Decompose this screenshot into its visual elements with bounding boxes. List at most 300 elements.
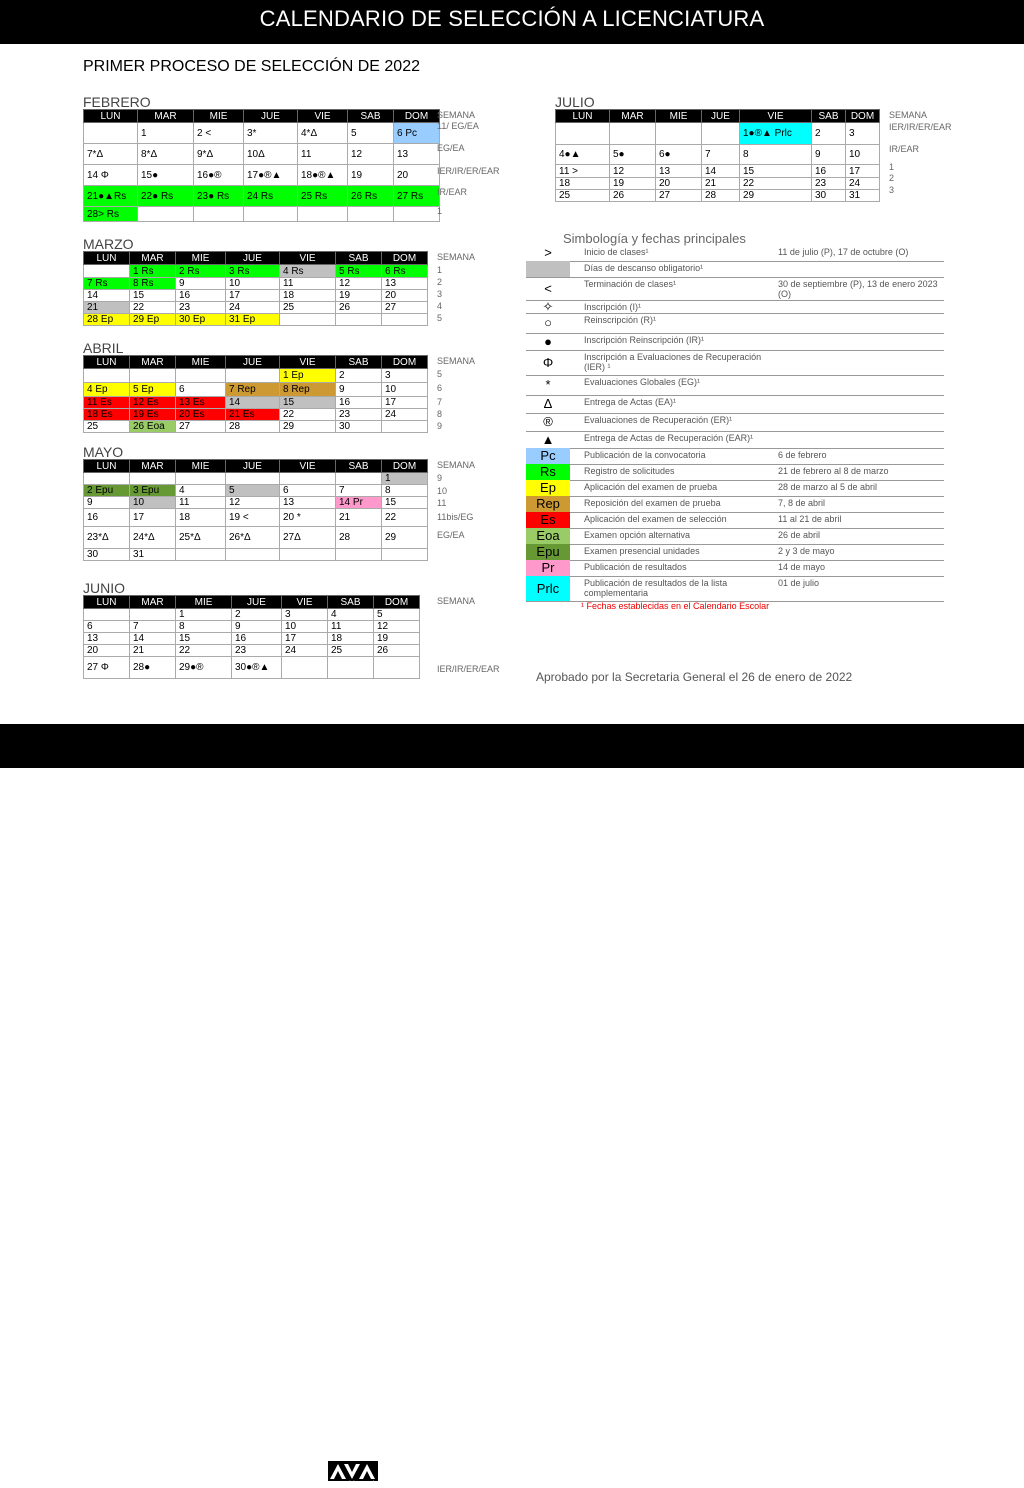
day-header: MIE <box>176 460 226 473</box>
day-cell: 16●® <box>194 165 244 186</box>
semana-label: SEMANA <box>437 356 476 366</box>
day-cell: 2 Rs <box>176 265 226 278</box>
footer-bar <box>0 724 1024 1488</box>
day-cell: 22● Rs <box>138 186 194 207</box>
legend-symbol: ○ <box>544 315 552 330</box>
day-cell: 4 <box>176 485 226 497</box>
semana-value: 1 <box>437 265 443 275</box>
day-cell <box>84 473 130 485</box>
day-cell: 16 <box>336 397 382 409</box>
day-header: SAB <box>336 356 382 369</box>
day-cell: 25 <box>280 302 336 314</box>
day-header: DOM <box>846 110 880 123</box>
day-cell: 26 Eoa <box>130 421 176 433</box>
day-cell <box>336 314 382 326</box>
legend-row <box>526 300 944 314</box>
day-cell <box>194 207 244 222</box>
day-cell: 29 Ep <box>130 314 176 326</box>
day-cell: 24 <box>226 302 280 314</box>
day-cell: 20 <box>382 290 428 302</box>
legend-row <box>526 413 944 432</box>
week-row <box>84 383 428 397</box>
week-row <box>84 207 440 222</box>
day-cell: 26*Δ <box>226 527 280 549</box>
week-row <box>556 165 880 178</box>
day-cell: 17 <box>282 633 328 645</box>
day-cell: 31 Ep <box>226 314 280 326</box>
legend-description: Inicio de clases¹ <box>584 247 649 257</box>
day-header: DOM <box>374 596 420 609</box>
day-cell <box>382 314 428 326</box>
day-cell: 21 <box>84 302 130 314</box>
day-cell: 12 <box>336 278 382 290</box>
day-cell <box>176 369 226 383</box>
page-title: CALENDARIO DE SELECCIÓN A LICENCIATURA <box>259 6 765 31</box>
day-cell: 24 <box>282 645 328 657</box>
day-cell: 15 <box>740 165 812 178</box>
legend-row <box>526 375 944 396</box>
day-cell: 7*Δ <box>84 144 138 165</box>
legend-symbol: Pr <box>526 560 570 576</box>
day-cell: 11 <box>280 278 336 290</box>
day-cell: 7 Rep <box>226 383 280 397</box>
day-cell: 8 <box>176 621 232 633</box>
day-cell: 19 <box>336 290 382 302</box>
legend-date: 6 de febrero <box>778 450 827 460</box>
day-cell: 24 <box>846 178 880 190</box>
day-cell <box>84 265 130 278</box>
week-row <box>84 302 428 314</box>
day-header: SAB <box>348 110 394 123</box>
day-cell: 20 <box>394 165 440 186</box>
legend-symbol: Es <box>526 512 570 528</box>
day-cell: 17 <box>130 509 176 527</box>
day-cell: 9*Δ <box>194 144 244 165</box>
day-cell: 29 <box>280 421 336 433</box>
semana-label: SEMANA <box>889 110 928 120</box>
day-cell: 17 <box>846 165 880 178</box>
day-cell <box>298 207 348 222</box>
day-cell: 14 Pr <box>336 497 382 509</box>
day-cell: 12 <box>226 497 280 509</box>
day-cell: 20 * <box>280 509 336 527</box>
week-row <box>84 409 428 421</box>
day-cell: 19 < <box>226 509 280 527</box>
week-row <box>556 178 880 190</box>
day-header: SAB <box>328 596 374 609</box>
day-cell: 15 <box>130 290 176 302</box>
day-cell: 21 <box>336 509 382 527</box>
semana-label: SEMANA <box>437 596 476 606</box>
day-cell <box>374 657 420 679</box>
day-cell: 26 Rs <box>348 186 394 207</box>
day-cell: 9 <box>84 497 130 509</box>
week-row <box>556 123 880 145</box>
day-cell: 19 <box>348 165 394 186</box>
day-header-row <box>556 110 880 123</box>
legend-description: Entrega de Actas de Recuperación (EAR)¹ <box>584 433 754 443</box>
day-cell: 12 Es <box>130 397 176 409</box>
day-cell: 7 <box>130 621 176 633</box>
semana-value: 8 <box>437 409 443 419</box>
week-row <box>84 633 420 645</box>
day-cell: 15 <box>176 633 232 645</box>
day-cell: 22 <box>176 645 232 657</box>
day-header: JUE <box>244 110 298 123</box>
day-cell: 21 Es <box>226 409 280 421</box>
semana-value: 10 <box>437 486 448 496</box>
week-row <box>84 609 420 621</box>
day-cell: 10 <box>130 497 176 509</box>
semana-value: 9 <box>437 473 443 483</box>
day-cell: 5 <box>226 485 280 497</box>
day-cell: 11 Es <box>84 397 130 409</box>
day-cell: 2 <box>812 123 846 145</box>
day-cell: 16 <box>84 509 130 527</box>
approval-note: Aprobado por la Secretaria General el 26 de enero de 2022 <box>536 670 853 684</box>
day-cell: 14 <box>226 397 280 409</box>
day-cell: 12 <box>374 621 420 633</box>
day-cell: 11 > <box>556 165 610 178</box>
day-header: MAR <box>138 110 194 123</box>
day-cell: 12 <box>610 165 656 178</box>
day-cell: 1 <box>176 609 232 621</box>
day-cell: 3 <box>846 123 880 145</box>
day-cell <box>226 473 280 485</box>
legend-description: Inscripción Reinscripción (IR)¹ <box>584 335 705 345</box>
month-title-abril: ABRIL <box>83 340 124 356</box>
day-cell <box>280 473 336 485</box>
legend-row <box>526 560 944 577</box>
legend-row <box>526 431 944 449</box>
legend-symbol: Epu <box>526 544 570 560</box>
legend-description: Aplicación del examen de prueba <box>584 482 718 492</box>
day-header: VIE <box>280 252 336 265</box>
day-header: SAB <box>336 252 382 265</box>
day-cell: 13 <box>656 165 702 178</box>
day-cell: 29●® <box>176 657 232 679</box>
day-cell: 18●®▲ <box>298 165 348 186</box>
day-cell: 14 Φ <box>84 165 138 186</box>
day-cell: 3 Rs <box>226 265 280 278</box>
legend-date: 11 al 21 de abril <box>778 514 842 524</box>
day-cell: 14 <box>702 165 740 178</box>
day-cell: 23*Δ <box>84 527 130 549</box>
day-header: MIE <box>194 110 244 123</box>
day-header: JUE <box>232 596 282 609</box>
calendar-mayo <box>83 459 428 561</box>
day-cell: 26 <box>374 645 420 657</box>
day-cell: 7 <box>702 145 740 165</box>
day-cell: 10 <box>282 621 328 633</box>
legend-date: 2 y 3 de mayo <box>778 546 835 556</box>
day-header: MAR <box>130 356 176 369</box>
legend-row <box>526 512 944 529</box>
legend-row <box>526 261 944 278</box>
day-cell: 8 Rep <box>280 383 336 397</box>
day-cell: 30 <box>84 549 130 561</box>
day-cell <box>328 657 374 679</box>
day-cell: 21 <box>130 645 176 657</box>
day-cell: 1 <box>138 123 194 144</box>
legend-description: Examen presencial unidades <box>584 546 700 556</box>
day-cell: 2 < <box>194 123 244 144</box>
semana-value: 11/ EG/EA <box>437 121 479 131</box>
day-cell: 24 Rs <box>244 186 298 207</box>
month-title-febrero: FEBRERO <box>83 94 151 110</box>
semana-value: 6 <box>437 383 443 393</box>
day-cell: 30 <box>336 421 382 433</box>
day-cell: 17 <box>382 397 428 409</box>
legend-date: 01 de julio <box>778 578 820 588</box>
day-cell: 11 <box>328 621 374 633</box>
day-cell: 22 <box>130 302 176 314</box>
day-cell: 2 <box>336 369 382 383</box>
day-cell <box>176 549 226 561</box>
legend-symbol: Rep <box>526 496 570 512</box>
semana-label: SEMANA <box>437 110 476 120</box>
day-cell: 18 <box>280 290 336 302</box>
day-header: LUN <box>84 252 130 265</box>
legend-row <box>526 528 944 545</box>
week-row <box>84 369 428 383</box>
day-cell <box>382 421 428 433</box>
day-cell: 28 <box>702 190 740 202</box>
day-cell: 27Δ <box>280 527 336 549</box>
day-cell: 5 <box>374 609 420 621</box>
day-cell <box>130 369 176 383</box>
day-header: MAR <box>130 596 176 609</box>
day-cell: 7 Rs <box>84 278 130 290</box>
legend-description: Reinscripción (R)¹ <box>584 315 657 325</box>
calendar-marzo <box>83 251 428 326</box>
legend-symbol: Eoa <box>526 528 570 544</box>
semana-value: EG/EA <box>437 143 465 153</box>
legend-row <box>526 448 944 465</box>
day-cell: 1 Rs <box>130 265 176 278</box>
day-cell: 18 <box>328 633 374 645</box>
legend-symbol: ® <box>543 414 553 429</box>
day-cell <box>244 207 298 222</box>
day-cell: 30 Ep <box>176 314 226 326</box>
day-cell: 6 Rs <box>382 265 428 278</box>
day-cell: 15 <box>382 497 428 509</box>
semana-value: 2 <box>437 277 443 287</box>
day-cell <box>394 206 443 222</box>
day-cell: 4●▲ <box>556 145 610 165</box>
day-header: MIE <box>176 252 226 265</box>
legend-symbol: Φ <box>542 355 554 370</box>
day-cell: 28 <box>336 527 382 549</box>
day-cell: 19 <box>374 633 420 645</box>
day-cell <box>282 657 328 679</box>
university-motto: Casa abierta al tiempo <box>327 1481 398 1488</box>
day-cell: 6 <box>84 621 130 633</box>
day-cell: 11 <box>298 144 348 165</box>
day-cell: 21●▲Rs <box>84 186 138 207</box>
semana-value: 4 <box>437 301 443 311</box>
day-cell <box>84 123 138 144</box>
day-header-row <box>84 110 440 123</box>
semana-value: IER/IR/ER/EAR <box>437 664 500 674</box>
day-cell: 19 Es <box>130 409 176 421</box>
day-header: LUN <box>84 596 130 609</box>
day-cell: 15 <box>280 397 336 409</box>
day-cell: 22 <box>382 509 428 527</box>
day-cell: 16 <box>812 165 846 178</box>
legend-row <box>526 350 944 376</box>
day-cell: 10Δ <box>244 144 298 165</box>
day-cell: 1●®▲ Prlc <box>740 123 812 145</box>
week-row <box>84 265 428 278</box>
day-cell: 8 <box>382 485 428 497</box>
legend-symbol: Pc <box>526 448 570 464</box>
day-cell: 18 <box>556 178 610 190</box>
day-cell: 4*Δ <box>298 123 348 144</box>
week-row <box>84 397 428 409</box>
day-cell: 8 <box>740 145 812 165</box>
day-cell: 5● <box>610 145 656 165</box>
legend-symbol: ✧ <box>542 299 554 314</box>
legend-description: Evaluaciones de Recuperación (ER)¹ <box>584 415 733 425</box>
week-row <box>556 145 880 165</box>
week-row <box>84 186 440 207</box>
day-cell: 10 <box>226 278 280 290</box>
day-header: VIE <box>282 596 328 609</box>
week-row <box>84 485 428 497</box>
semana-value: IER/IR/ER/EAR <box>437 166 500 176</box>
legend-row <box>526 277 944 301</box>
day-cell: 19 <box>610 178 656 190</box>
day-header: DOM <box>382 356 428 369</box>
day-cell: 1 <box>382 473 428 485</box>
legend-description: Inscripción (I)¹ <box>584 302 642 312</box>
semana-value: 2 <box>889 173 895 183</box>
day-header: JUE <box>702 110 740 123</box>
week-row <box>84 421 428 433</box>
day-cell: 13 <box>84 633 130 645</box>
day-cell <box>382 549 428 561</box>
header-bar <box>0 0 1024 44</box>
day-cell: 31 <box>130 549 176 561</box>
day-header-row <box>84 460 428 473</box>
day-cell: 27 Rs <box>394 186 440 207</box>
day-header-row <box>84 252 428 265</box>
day-cell: 5 Ep <box>130 383 176 397</box>
day-cell <box>280 314 336 326</box>
day-cell: 10 <box>846 145 880 165</box>
day-cell: 20 <box>84 645 130 657</box>
day-cell: 23 <box>176 302 226 314</box>
day-cell: 12 <box>348 144 394 165</box>
day-cell: 23 <box>232 645 282 657</box>
day-header: JUE <box>226 252 280 265</box>
day-cell: 6 Pc <box>394 123 440 144</box>
legend-row <box>526 464 944 481</box>
day-cell: 25 <box>84 421 130 433</box>
day-cell: 28> Rs <box>84 207 138 222</box>
semana-value: IER/IR/ER/EAR <box>889 122 952 132</box>
semana-value: 5 <box>437 313 443 323</box>
legend-description: Examen opción alternativa <box>584 530 691 540</box>
week-row <box>84 165 440 186</box>
day-cell: 25 <box>328 645 374 657</box>
day-header-row <box>84 356 428 369</box>
legend-symbol: Prlc <box>526 576 570 601</box>
legend-symbol: > <box>544 245 552 260</box>
legend-row <box>526 333 944 351</box>
day-cell <box>130 609 176 621</box>
day-cell: 30●®▲ <box>232 657 282 679</box>
day-header: VIE <box>740 110 812 123</box>
day-cell: 25 Rs <box>298 186 348 207</box>
week-row <box>84 527 428 549</box>
legend-symbol: Rs <box>526 464 570 480</box>
day-cell: 17●®▲ <box>244 165 298 186</box>
semana-value: 7 <box>437 397 443 407</box>
legend-description: Reposición del examen de prueba <box>584 498 721 508</box>
semana-value: 5 <box>437 369 443 379</box>
day-cell: 9 <box>812 145 846 165</box>
week-row <box>84 144 440 165</box>
week-row <box>84 123 440 144</box>
day-cell: 29 <box>382 527 428 549</box>
day-cell: 3 <box>382 369 428 383</box>
day-cell: 23● Rs <box>194 186 244 207</box>
legend-date: 7, 8 de abril <box>778 498 826 508</box>
day-cell: 21 <box>702 178 740 190</box>
day-header: VIE <box>298 110 348 123</box>
semana-value: EG/EA <box>437 530 465 540</box>
legend-description: Publicación de resultados de la lista complementaria <box>584 578 728 598</box>
day-cell <box>556 123 610 145</box>
semana-label: SEMANA <box>437 252 476 262</box>
day-cell: 6 <box>280 485 336 497</box>
day-header: LUN <box>84 460 130 473</box>
week-row <box>84 509 428 527</box>
week-row <box>84 290 428 302</box>
semana-value: IR/EAR <box>437 187 468 197</box>
legend-date: 14 de mayo <box>778 562 826 572</box>
day-header: MIE <box>176 596 232 609</box>
day-cell: 5 Rs <box>336 265 382 278</box>
month-title-marzo: MARZO <box>83 236 134 252</box>
day-cell: 26 <box>336 302 382 314</box>
day-cell: 25*Δ <box>176 527 226 549</box>
day-cell: 7 <box>336 485 382 497</box>
day-cell: 9 <box>336 383 382 397</box>
day-cell <box>84 369 130 383</box>
calendar-julio <box>555 109 880 202</box>
legend-date: 28 de marzo al 5 de abril <box>778 482 878 492</box>
day-cell: 24 <box>382 409 428 421</box>
semana-value: 1 <box>889 162 895 172</box>
legend-description: Registro de solicitudes <box>584 466 675 476</box>
day-header: SAB <box>812 110 846 123</box>
day-header: MAR <box>130 460 176 473</box>
day-cell <box>702 123 740 145</box>
day-cell: 4 <box>328 609 374 621</box>
day-header: LUN <box>84 356 130 369</box>
day-header: MAR <box>610 110 656 123</box>
day-header: LUN <box>84 110 138 123</box>
week-row <box>556 190 880 202</box>
day-cell: 13 <box>382 278 428 290</box>
day-cell: 16 <box>176 290 226 302</box>
day-header: JUE <box>226 356 280 369</box>
day-cell: 4 Ep <box>84 383 130 397</box>
week-row <box>84 645 420 657</box>
